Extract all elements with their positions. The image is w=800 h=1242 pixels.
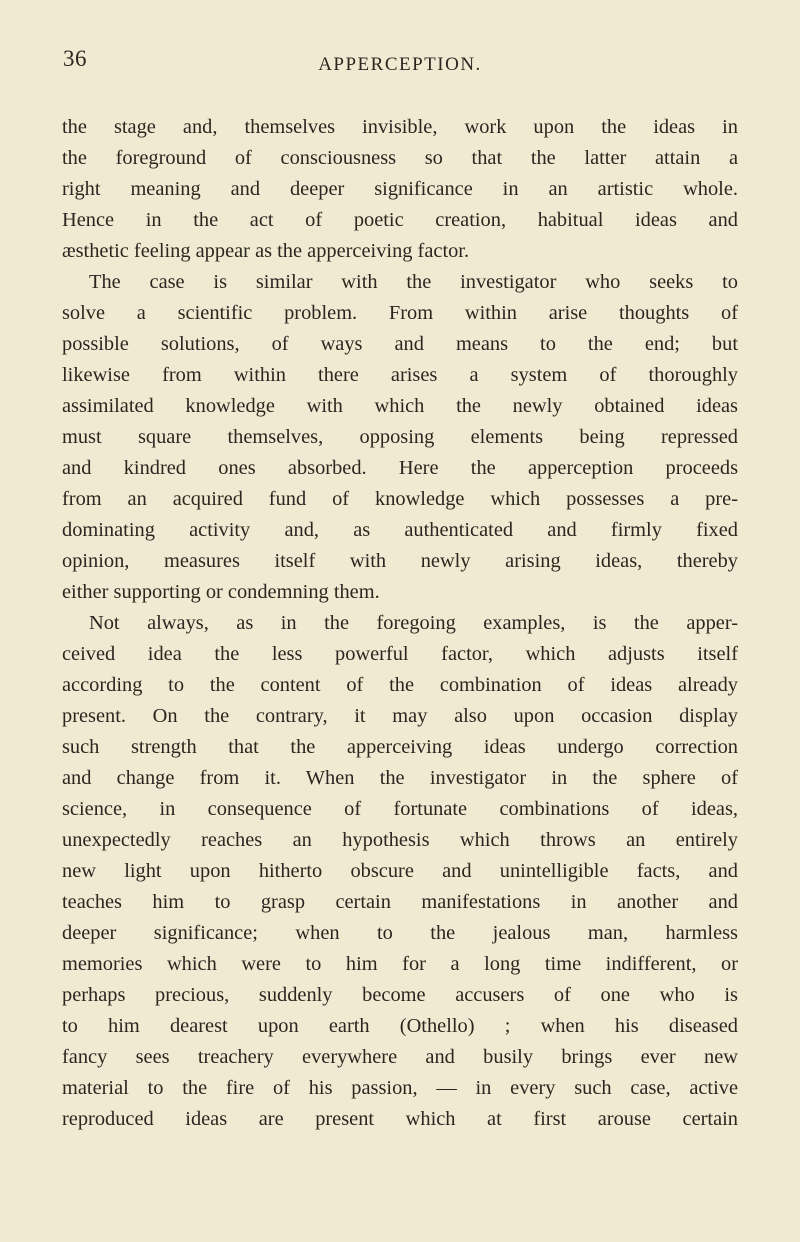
running-head: APPERCEPTION. [318, 54, 482, 75]
text-line: must square themselves, opposing elements being repressed [62, 426, 738, 448]
text-line: according to the content of the combination of ideas already [62, 674, 738, 696]
text-line: solve a scientific problem. From within arise thoughts of [62, 302, 738, 324]
text-line: unexpectedly reaches an hypothesis which throws an entirely [62, 829, 738, 851]
text-line: æsthetic feeling appear as the apperceiving factor. [62, 240, 470, 262]
text-line: The case is similar with the investigator who seeks to [89, 271, 738, 293]
body-text [62, 112, 738, 1135]
text-line: from an acquired fund of knowledge which possesses a pre- [62, 488, 738, 510]
text-line: Hence in the act of poetic creation, habitual ideas and [62, 209, 738, 231]
page-number: 36 [63, 46, 87, 71]
text-line: and change from it. When the investigator in the sphere of [62, 767, 738, 789]
text-line: the foreground of consciousness so that the latter attain a [62, 147, 738, 169]
text-line: deeper significance; when to the jealous man, harmless [62, 922, 738, 944]
text-line: assimilated knowledge with which the newly obtained ideas [62, 395, 738, 417]
text-line: fancy sees treachery everywhere and busily brings ever new [62, 1046, 738, 1068]
text-line: either supporting or condemning them. [62, 581, 380, 603]
text-line: such strength that the apperceiving ideas undergo correction [62, 736, 738, 758]
text-line: science, in consequence of fortunate combinations of ideas, [62, 798, 738, 820]
text-line: and kindred ones absorbed. Here the apperception proceeds [62, 457, 738, 479]
text-line: new light upon hitherto obscure and unintelligible facts, and [62, 860, 738, 882]
text-line: reproduced ideas are present which at first arouse certain [62, 1108, 738, 1130]
text-line: perhaps precious, suddenly become accusers of one who is [62, 984, 738, 1006]
text-line: likewise from within there arises a system of thoroughly [62, 364, 738, 386]
text-line: present. On the contrary, it may also upon occasion display [62, 705, 738, 727]
text-line: memories which were to him for a long time indifferent, or [62, 953, 738, 975]
text-line: the stage and, themselves invisible, work upon the ideas in [62, 116, 738, 138]
text-line: possible solutions, of ways and means to the end; but [62, 333, 738, 355]
text-line: opinion, measures itself with newly arising ideas, thereby [62, 550, 738, 572]
text-line: dominating activity and, as authenticated and firmly fixed [62, 519, 738, 541]
text-line: material to the fire of his passion, — in every such case, active [62, 1077, 738, 1099]
text-line: teaches him to grasp certain manifestations in another and [62, 891, 738, 913]
text-line: to him dearest upon earth (Othello) ; when his diseased [62, 1015, 738, 1037]
text-line: ceived idea the less powerful factor, which adjusts itself [62, 643, 738, 665]
text-line: Not always, as in the foregoing examples, is the apper- [89, 612, 738, 634]
text-line: right meaning and deeper significance in an artistic whole. [62, 178, 738, 200]
